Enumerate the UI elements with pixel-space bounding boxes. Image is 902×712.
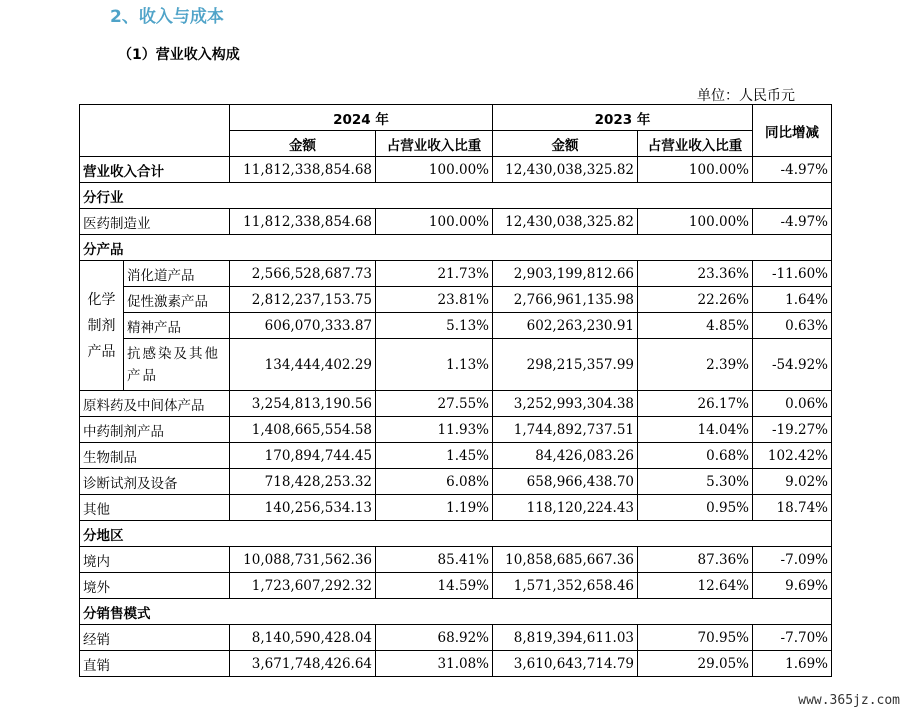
yoy: 0.06% bbox=[753, 391, 832, 417]
amount-2023: 3,610,643,714.79 bbox=[493, 651, 638, 677]
yoy: -19.27% bbox=[753, 417, 832, 443]
amount-2024: 8,140,590,428.04 bbox=[230, 625, 376, 651]
header-amount-2024: 金额 bbox=[230, 131, 376, 157]
table-row bbox=[80, 495, 832, 521]
amount-2023: 3,252,993,304.38 bbox=[493, 391, 638, 417]
share-2023: 23.36% bbox=[638, 261, 753, 287]
table-row bbox=[80, 339, 832, 391]
row-label: 促性激素产品 bbox=[124, 287, 230, 313]
yoy: 0.63% bbox=[753, 313, 832, 339]
row-label: 其他 bbox=[80, 495, 230, 521]
share-2024: 23.81% bbox=[376, 287, 493, 313]
amount-2023: 2,903,199,812.66 bbox=[493, 261, 638, 287]
amount-2023: 84,426,083.26 bbox=[493, 443, 638, 469]
amount-2023: 118,120,224.43 bbox=[493, 495, 638, 521]
share-2023: 4.85% bbox=[638, 313, 753, 339]
amount-2023: 12,430,038,325.82 bbox=[493, 209, 638, 235]
share-2023: 0.95% bbox=[638, 495, 753, 521]
amount-2024: 2,812,237,153.75 bbox=[230, 287, 376, 313]
amount-2024: 1,723,607,292.32 bbox=[230, 573, 376, 599]
header-row-1 bbox=[80, 105, 832, 131]
total-share-2023: 100.00% bbox=[638, 157, 753, 183]
row-label: 直销 bbox=[80, 651, 230, 677]
yoy: 1.64% bbox=[753, 287, 832, 313]
share-2023: 87.36% bbox=[638, 547, 753, 573]
amount-2024: 10,088,731,562.36 bbox=[230, 547, 376, 573]
share-2024: 31.08% bbox=[376, 651, 493, 677]
table-row bbox=[80, 651, 832, 677]
amount-2023: 602,263,230.91 bbox=[493, 313, 638, 339]
share-2023: 29.05% bbox=[638, 651, 753, 677]
amount-2024: 170,894,744.45 bbox=[230, 443, 376, 469]
share-2023: 26.17% bbox=[638, 391, 753, 417]
amount-2024: 11,812,338,854.68 bbox=[230, 209, 376, 235]
table-row bbox=[80, 261, 832, 287]
share-2024: 68.92% bbox=[376, 625, 493, 651]
amount-2024: 718,428,253.32 bbox=[230, 469, 376, 495]
amount-2024: 134,444,402.29 bbox=[230, 339, 376, 391]
section-title: 2、收入与成本 bbox=[110, 7, 224, 27]
share-2023: 70.95% bbox=[638, 625, 753, 651]
section-product-title: 分产品 bbox=[80, 235, 832, 261]
table-row bbox=[80, 313, 832, 339]
amount-2024: 3,254,813,190.56 bbox=[230, 391, 376, 417]
yoy: -4.97% bbox=[753, 209, 832, 235]
header-yoy: 同比增减 bbox=[753, 105, 832, 157]
share-2023: 100.00% bbox=[638, 209, 753, 235]
table-row bbox=[80, 547, 832, 573]
table-row bbox=[80, 469, 832, 495]
row-label: 原料药及中间体产品 bbox=[80, 391, 230, 417]
table-row bbox=[80, 443, 832, 469]
share-2023: 0.68% bbox=[638, 443, 753, 469]
amount-2024: 1,408,665,554.58 bbox=[230, 417, 376, 443]
yoy: 102.42% bbox=[753, 443, 832, 469]
yoy: 18.74% bbox=[753, 495, 832, 521]
section-region-title: 分地区 bbox=[80, 521, 832, 547]
header-amount-2023: 金额 bbox=[493, 131, 638, 157]
section-industry-title: 分行业 bbox=[80, 183, 832, 209]
share-2024: 1.45% bbox=[376, 443, 493, 469]
share-2024: 5.13% bbox=[376, 313, 493, 339]
amount-2023: 10,858,685,667.36 bbox=[493, 547, 638, 573]
share-2024: 100.00% bbox=[376, 209, 493, 235]
table-row bbox=[80, 287, 832, 313]
share-2023: 5.30% bbox=[638, 469, 753, 495]
amount-2023: 298,215,357.99 bbox=[493, 339, 638, 391]
section-sales-model-title: 分销售模式 bbox=[80, 599, 832, 625]
row-label: 经销 bbox=[80, 625, 230, 651]
section-row-industry bbox=[80, 183, 832, 209]
share-2024: 6.08% bbox=[376, 469, 493, 495]
row-label: 境内 bbox=[80, 547, 230, 573]
total-yoy: -4.97% bbox=[753, 157, 832, 183]
table-row bbox=[80, 391, 832, 417]
total-row bbox=[80, 157, 832, 183]
table-row bbox=[80, 209, 832, 235]
table-row bbox=[80, 573, 832, 599]
row-label: 诊断试剂及设备 bbox=[80, 469, 230, 495]
header-2024: 2024 年 bbox=[230, 105, 493, 131]
header-share-2023: 占营业收入比重 bbox=[638, 131, 753, 157]
amount-2024: 3,671,748,426.64 bbox=[230, 651, 376, 677]
total-label: 营业收入合计 bbox=[80, 157, 230, 183]
section-row-sales-model bbox=[80, 599, 832, 625]
yoy: 1.69% bbox=[753, 651, 832, 677]
yoy: -7.09% bbox=[753, 547, 832, 573]
yoy: 9.02% bbox=[753, 469, 832, 495]
amount-2024: 606,070,333.87 bbox=[230, 313, 376, 339]
amount-2023: 1,571,352,658.46 bbox=[493, 573, 638, 599]
table-row bbox=[80, 417, 832, 443]
yoy: -54.92% bbox=[753, 339, 832, 391]
share-2023: 12.64% bbox=[638, 573, 753, 599]
total-amount-2023: 12,430,038,325.82 bbox=[493, 157, 638, 183]
share-2024: 27.55% bbox=[376, 391, 493, 417]
row-label: 生物制品 bbox=[80, 443, 230, 469]
row-label: 消化道产品 bbox=[124, 261, 230, 287]
sub-title: （1）营业收入构成 bbox=[118, 47, 240, 63]
total-amount-2024: 11,812,338,854.68 bbox=[230, 157, 376, 183]
total-share-2024: 100.00% bbox=[376, 157, 493, 183]
amount-2023: 658,966,438.70 bbox=[493, 469, 638, 495]
row-label: 精神产品 bbox=[124, 313, 230, 339]
amount-2023: 8,819,394,611.03 bbox=[493, 625, 638, 651]
yoy: 9.69% bbox=[753, 573, 832, 599]
header-share-2024: 占营业收入比重 bbox=[376, 131, 493, 157]
amount-2023: 2,766,961,135.98 bbox=[493, 287, 638, 313]
header-2023: 2023 年 bbox=[493, 105, 753, 131]
share-2024: 21.73% bbox=[376, 261, 493, 287]
share-2023: 22.26% bbox=[638, 287, 753, 313]
row-label: 医药制造业 bbox=[80, 209, 230, 235]
chem-group-label: 化学制剂产品 bbox=[80, 261, 124, 391]
watermark-text: www.365jz.com bbox=[798, 693, 900, 708]
yoy: -7.70% bbox=[753, 625, 832, 651]
share-2024: 85.41% bbox=[376, 547, 493, 573]
amount-2024: 2,566,528,687.73 bbox=[230, 261, 376, 287]
share-2024: 11.93% bbox=[376, 417, 493, 443]
share-2024: 1.13% bbox=[376, 339, 493, 391]
share-2023: 14.04% bbox=[638, 417, 753, 443]
amount-2024: 140,256,534.13 bbox=[230, 495, 376, 521]
unit-label: 单位：人民币元 bbox=[697, 88, 795, 104]
table-row bbox=[80, 625, 832, 651]
header-blank bbox=[80, 105, 230, 157]
yoy: -11.60% bbox=[753, 261, 832, 287]
share-2024: 14.59% bbox=[376, 573, 493, 599]
share-2023: 2.39% bbox=[638, 339, 753, 391]
section-row-region bbox=[80, 521, 832, 547]
section-row-product bbox=[80, 235, 832, 261]
row-label: 境外 bbox=[80, 573, 230, 599]
revenue-table bbox=[79, 104, 832, 677]
row-label: 中药制剂产品 bbox=[80, 417, 230, 443]
row-label: 抗感染及其他产品 bbox=[124, 339, 230, 391]
share-2024: 1.19% bbox=[376, 495, 493, 521]
amount-2023: 1,744,892,737.51 bbox=[493, 417, 638, 443]
